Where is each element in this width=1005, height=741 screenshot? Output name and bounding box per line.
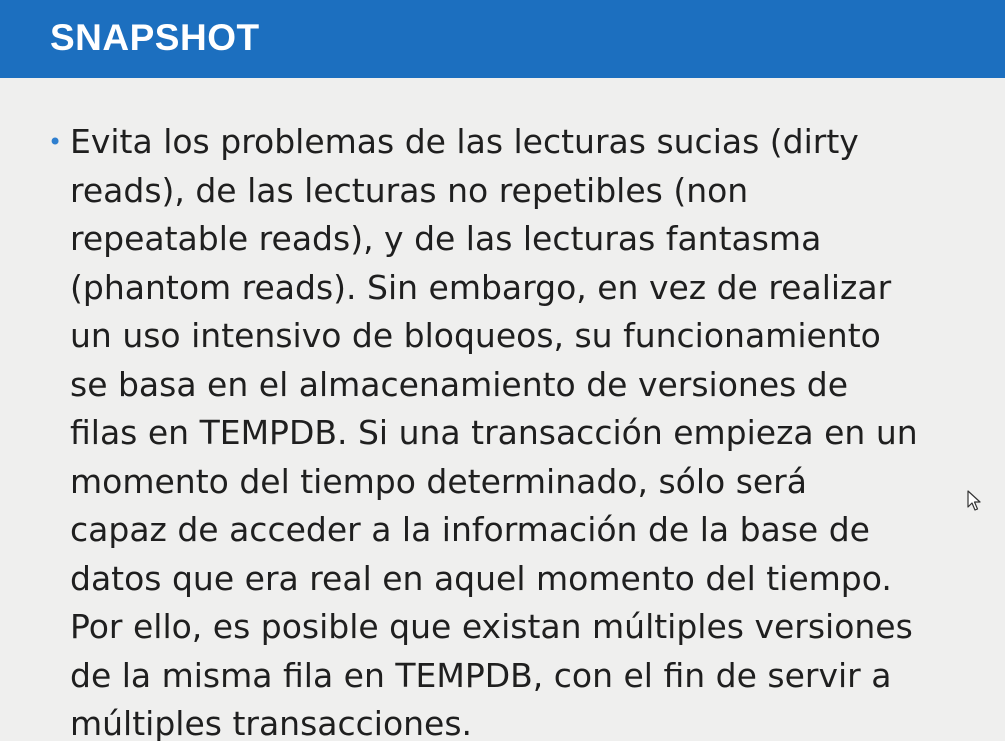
title-bar xyxy=(0,0,1005,78)
bullet-line: (phantom reads). Sin embargo, en vez de realizar xyxy=(70,267,892,307)
bullet-line: reads), de las lecturas no repetibles (non xyxy=(70,170,749,210)
mouse-pointer-icon xyxy=(967,490,981,512)
bullet-line: capaz de acceder a la información de la base de xyxy=(70,510,870,549)
bullet-item xyxy=(48,118,978,741)
bullet-line: datos que era real en aquel momento del tiempo. xyxy=(70,558,892,598)
bullet-line: de la misma fila en TEMPDB, con el fin de servir a xyxy=(70,655,892,695)
bullet-line: Evita los problemas de las lecturas sucias (dirty xyxy=(70,122,859,161)
bullet-text xyxy=(70,118,978,741)
bullet-line: repeatable reads), y de las lecturas fantasma xyxy=(70,219,822,258)
bullet-line: Por ello, es posible que existan múltiples versiones xyxy=(70,607,913,646)
bullet-line: múltiples transacciones. xyxy=(70,704,473,741)
bullet-line: filas en TEMPDB. Si una transacción empieza en un xyxy=(70,413,918,452)
slide-title: SNAPSHOT xyxy=(50,17,260,58)
bullet-line: momento del tiempo determinado, sólo será xyxy=(70,461,807,501)
slide-content xyxy=(48,118,978,741)
bullet-line: un uso intensivo de bloqueos, su funcionamiento xyxy=(70,316,881,355)
bullet-dot-icon: • xyxy=(48,128,63,156)
bullet-line: se basa en el almacenamiento de versiones de xyxy=(70,364,849,404)
